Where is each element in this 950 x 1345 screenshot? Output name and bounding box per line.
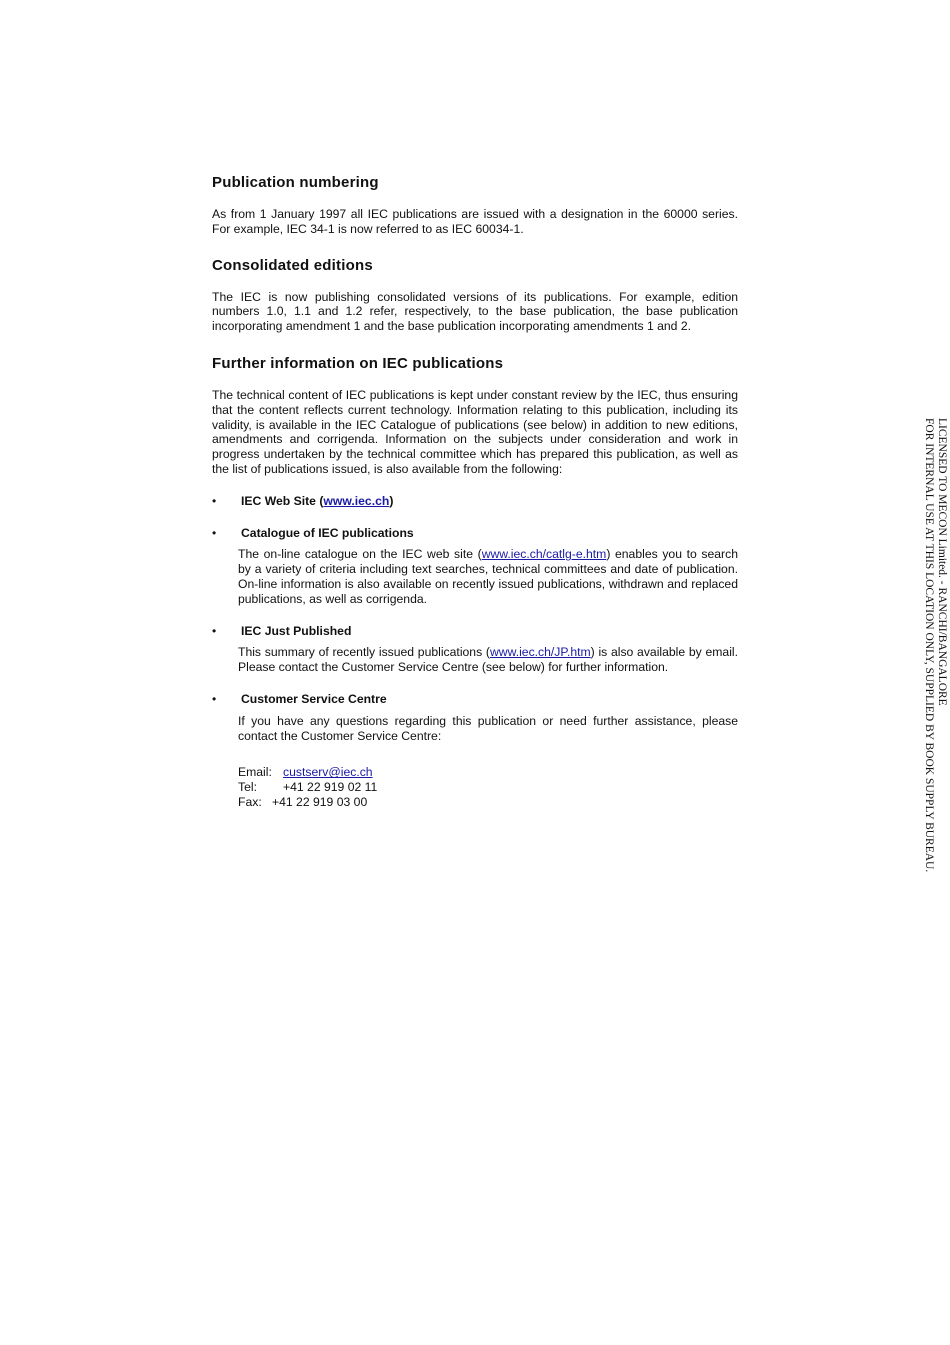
license-notice-line-1: LICENSED TO MECON Limited. - RANCHI/BANGALORE xyxy=(936,418,948,706)
bullet-title-just-published: IEC Just Published xyxy=(241,623,352,638)
bullet-dot-icon: • xyxy=(212,623,217,638)
bullet-catalogue xyxy=(212,526,738,541)
catalogue-text-prefix: The on-line catalogue on the IEC web site ( xyxy=(238,547,482,562)
iec-web-site-link[interactable]: www.iec.ch xyxy=(323,493,390,508)
license-notice-text xyxy=(922,418,948,872)
bullet-title-web-site xyxy=(241,494,738,509)
contact-tel-row xyxy=(238,780,738,795)
just-published-link[interactable]: www.iec.ch/JP.htm xyxy=(489,645,591,660)
fax-label: Fax: xyxy=(238,794,262,809)
heading-publication-numbering: Publication numbering xyxy=(212,174,379,191)
bullet-title-catalogue: Catalogue of IEC publications xyxy=(241,525,414,540)
catalogue-description xyxy=(212,547,738,606)
just-published-text-suffix: ) is also available by email. Please contact the Customer Service Centre (see below) for further information. xyxy=(238,645,738,675)
bullet-just-published xyxy=(212,624,738,639)
bullet-dot-icon: • xyxy=(212,493,217,508)
license-notice xyxy=(918,418,948,938)
heading-consolidated-editions: Consolidated editions xyxy=(212,256,373,274)
tel-label: Tel: xyxy=(238,780,257,795)
paragraph-publication-numbering: As from 1 January 1997 all IEC publications are issued with a designation in the 60000 series. For example, IEC 34-1 is now referred to as IEC 60034-1. xyxy=(212,207,738,236)
web-site-title-suffix: ) xyxy=(389,493,394,508)
email-link[interactable]: custserv@iec.ch xyxy=(283,765,373,780)
contact-email-row xyxy=(238,765,738,780)
contact-fax-row xyxy=(238,795,738,810)
bullet-title-customer-service: Customer Service Centre xyxy=(241,691,387,706)
bullet-iec-web-site xyxy=(212,494,738,509)
paragraph-consolidated-editions: The IEC is now publishing consolidated versions of its publications. For example, edition numbers 1.0, 1.1 and 1.2 refer, respectively, to the base publication, the base publication incorporating amendment 1 and the base publication incorporating amendments 1 and 2. xyxy=(212,289,738,334)
catalogue-link[interactable]: www.iec.ch/catlg-e.htm xyxy=(481,547,607,562)
bullet-dot-icon: • xyxy=(212,525,217,540)
fax-value: +41 22 919 03 00 xyxy=(272,794,368,809)
license-notice-line-2: FOR INTERNAL USE AT THIS LOCATION ONLY, SUPPLIED BY BOOK SUPPLY BUREAU. xyxy=(923,418,935,873)
tel-value: +41 22 919 02 11 xyxy=(283,780,378,795)
just-published-text-prefix: This summary of recently issued publications ( xyxy=(238,645,490,660)
page-content xyxy=(212,174,738,810)
bullet-customer-service xyxy=(212,692,738,707)
paragraph-further-information: The technical content of IEC publications is kept under constant review by the IEC, thus ensuring that the content reflects current technology. Information relating to this publication, including its validity, is available in the IEC Catalogue of publications (see below) in addition to new editions, amendments and corrigenda. Information on the subjects under consideration and work in progress undertaken by the technical committee which has prepared this publication, as well as the list of publications issued, is also available from the following: xyxy=(212,387,738,476)
web-site-title-prefix: IEC Web Site ( xyxy=(241,493,324,508)
heading-further-information: Further information on IEC publications xyxy=(212,354,504,372)
catalogue-text-suffix: ) enables you to search by a variety of criteria including text searches, technical committees and date of publication. On-line information is also available on recently issued publications, withdrawn and replaced publications, as well as corrigenda. xyxy=(238,547,738,606)
customer-service-description: If you have any questions regarding this publication or need further assistance, please contact the Customer Service Centre: xyxy=(238,713,738,743)
just-published-description xyxy=(212,645,738,675)
bullet-dot-icon: • xyxy=(212,691,217,706)
contact-block xyxy=(212,765,738,809)
email-label: Email: xyxy=(238,765,272,780)
